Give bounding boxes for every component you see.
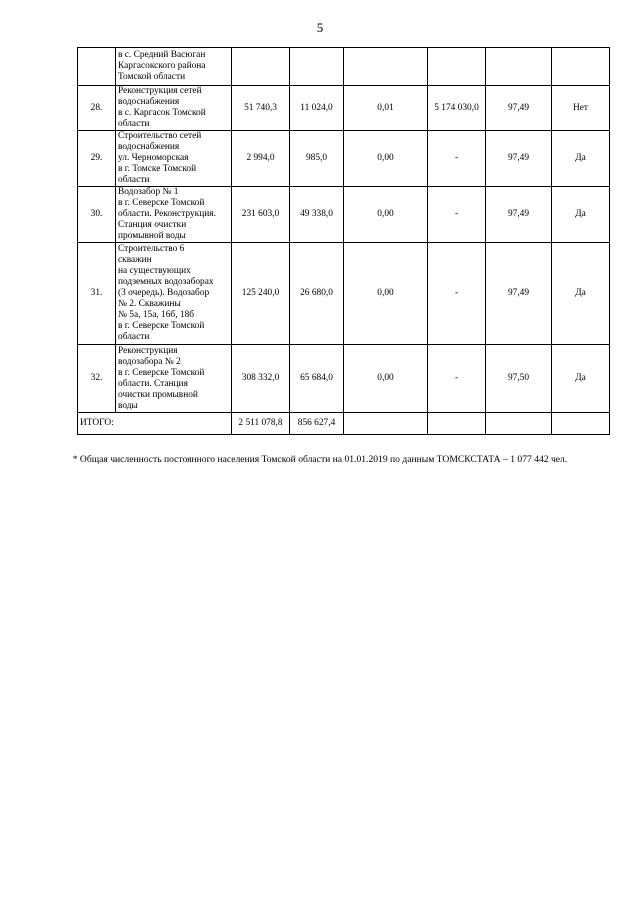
project-name-line: Водозабор № 1 <box>118 187 179 197</box>
cell-col-7: 97,49 <box>486 243 552 345</box>
project-name-line: области. Реконструкция. <box>118 209 216 219</box>
total-empty-cell <box>552 413 610 435</box>
project-name <box>116 86 232 131</box>
cell-col-5: 0,00 <box>344 345 428 413</box>
cell-col-6 <box>428 48 486 86</box>
table-row <box>78 131 610 187</box>
project-name-line: промывной воды <box>118 231 186 241</box>
cell-col-4: 65 684,0 <box>290 345 344 413</box>
row-number: 32. <box>78 345 116 413</box>
project-name-line: воды <box>118 400 138 411</box>
row-number <box>78 48 116 86</box>
footnote: * Общая численность постоянного населения Томской области на 01.01.2019 по данным ТОМСКСТАТА – 1 077 442 чел. <box>72 454 568 465</box>
total-label: ИТОГО: <box>78 413 232 435</box>
cell-col-6: - <box>428 243 486 345</box>
project-name-line: Строительство 6 <box>118 244 185 254</box>
cell-col-6: 5 174 030,0 <box>428 86 486 131</box>
cell-col-3: 231 603,0 <box>232 187 290 243</box>
cell-col-7: 97,50 <box>486 345 552 413</box>
project-name <box>116 345 232 413</box>
total-empty-cell <box>486 413 552 435</box>
project-name-line: в г. Северске Томской <box>118 321 205 331</box>
table-row <box>78 243 610 345</box>
total-row <box>78 413 610 435</box>
cell-col-8: Да <box>552 345 610 413</box>
cell-col-4: 11 024,0 <box>290 86 344 131</box>
project-name-line: № 2. Скважины <box>118 299 181 309</box>
cell-col-5: 0,00 <box>344 187 428 243</box>
row-number: 28. <box>78 86 116 131</box>
project-name-line: очистки промывной <box>118 389 198 400</box>
cell-col-3: 125 240,0 <box>232 243 290 345</box>
project-name <box>116 187 232 243</box>
cell-col-6: - <box>428 345 486 413</box>
project-name-line: в с. Каргасок Томской <box>118 108 206 118</box>
project-name-line: в г. Северске Томской <box>118 367 205 378</box>
project-name-line: области <box>118 332 150 342</box>
cell-col-4 <box>290 48 344 86</box>
project-name-line: подземных водозаборах <box>118 277 214 287</box>
project-name-line: ул. Черноморская <box>118 153 189 163</box>
project-name-line: водозабора № 2 <box>118 356 181 367</box>
table-row <box>78 48 610 86</box>
project-name-line: в г. Северске Томской <box>118 198 205 208</box>
row-number: 31. <box>78 243 116 345</box>
cell-col-4: 49 338,0 <box>290 187 344 243</box>
project-name-line: в с. Средний Васюган <box>118 50 206 60</box>
project-name-line: Строительство сетей <box>118 131 202 141</box>
total-value: 2 511 078,8 <box>232 413 290 435</box>
cell-col-4: 26 680,0 <box>290 243 344 345</box>
projects-table <box>77 47 610 435</box>
project-name-line: водоснабжения <box>118 97 180 107</box>
row-number: 30. <box>78 187 116 243</box>
cell-col-5: 0,00 <box>344 131 428 187</box>
cell-col-6: - <box>428 187 486 243</box>
project-name-line: Реконструкция сетей <box>118 86 202 96</box>
project-name-line: в г. Томске Томской <box>118 164 197 174</box>
project-name-line: Томской области <box>118 72 186 82</box>
cell-col-8: Да <box>552 187 610 243</box>
project-name <box>116 131 232 187</box>
project-name-line: области <box>118 119 150 129</box>
cell-col-7: 97,49 <box>486 131 552 187</box>
cell-col-3 <box>232 48 290 86</box>
table-row <box>78 86 610 131</box>
cell-col-5 <box>344 48 428 86</box>
project-name-line: (3 очередь). Водозабор <box>118 288 210 298</box>
cell-col-8: Да <box>552 131 610 187</box>
project-name-line: Станция очистки <box>118 220 187 230</box>
project-name-line: скважин <box>118 255 152 265</box>
page-number: 5 <box>316 20 324 35</box>
table-row <box>78 187 610 243</box>
project-name-line: области. Станция <box>118 378 188 389</box>
cell-col-6: - <box>428 131 486 187</box>
cell-col-3: 308 332,0 <box>232 345 290 413</box>
row-number: 29. <box>78 131 116 187</box>
cell-col-3: 2 994,0 <box>232 131 290 187</box>
cell-col-8: Да <box>552 243 610 345</box>
cell-col-3: 51 740,3 <box>232 86 290 131</box>
project-name <box>116 48 232 86</box>
project-name-line: Каргасокского района <box>118 61 206 71</box>
total-value: 856 627,4 <box>290 413 344 435</box>
project-name-line: водоснабжения <box>118 142 180 152</box>
cell-col-7 <box>486 48 552 86</box>
total-empty-cell <box>344 413 428 435</box>
project-name-line: Реконструкция <box>118 345 178 356</box>
project-name-line: на существующих <box>118 266 191 276</box>
cell-col-4: 985,0 <box>290 131 344 187</box>
cell-col-7: 97,49 <box>486 187 552 243</box>
project-name-line: № 5а, 15а, 16б, 18б <box>118 310 195 320</box>
project-name <box>116 243 232 345</box>
cell-col-5: 0,00 <box>344 243 428 345</box>
cell-col-7: 97,49 <box>486 86 552 131</box>
project-name-line: области <box>118 175 150 185</box>
cell-col-5: 0,01 <box>344 86 428 131</box>
table-row <box>78 345 610 413</box>
total-empty-cell <box>428 413 486 435</box>
cell-col-8: Нет <box>552 86 610 131</box>
cell-col-8 <box>552 48 610 86</box>
